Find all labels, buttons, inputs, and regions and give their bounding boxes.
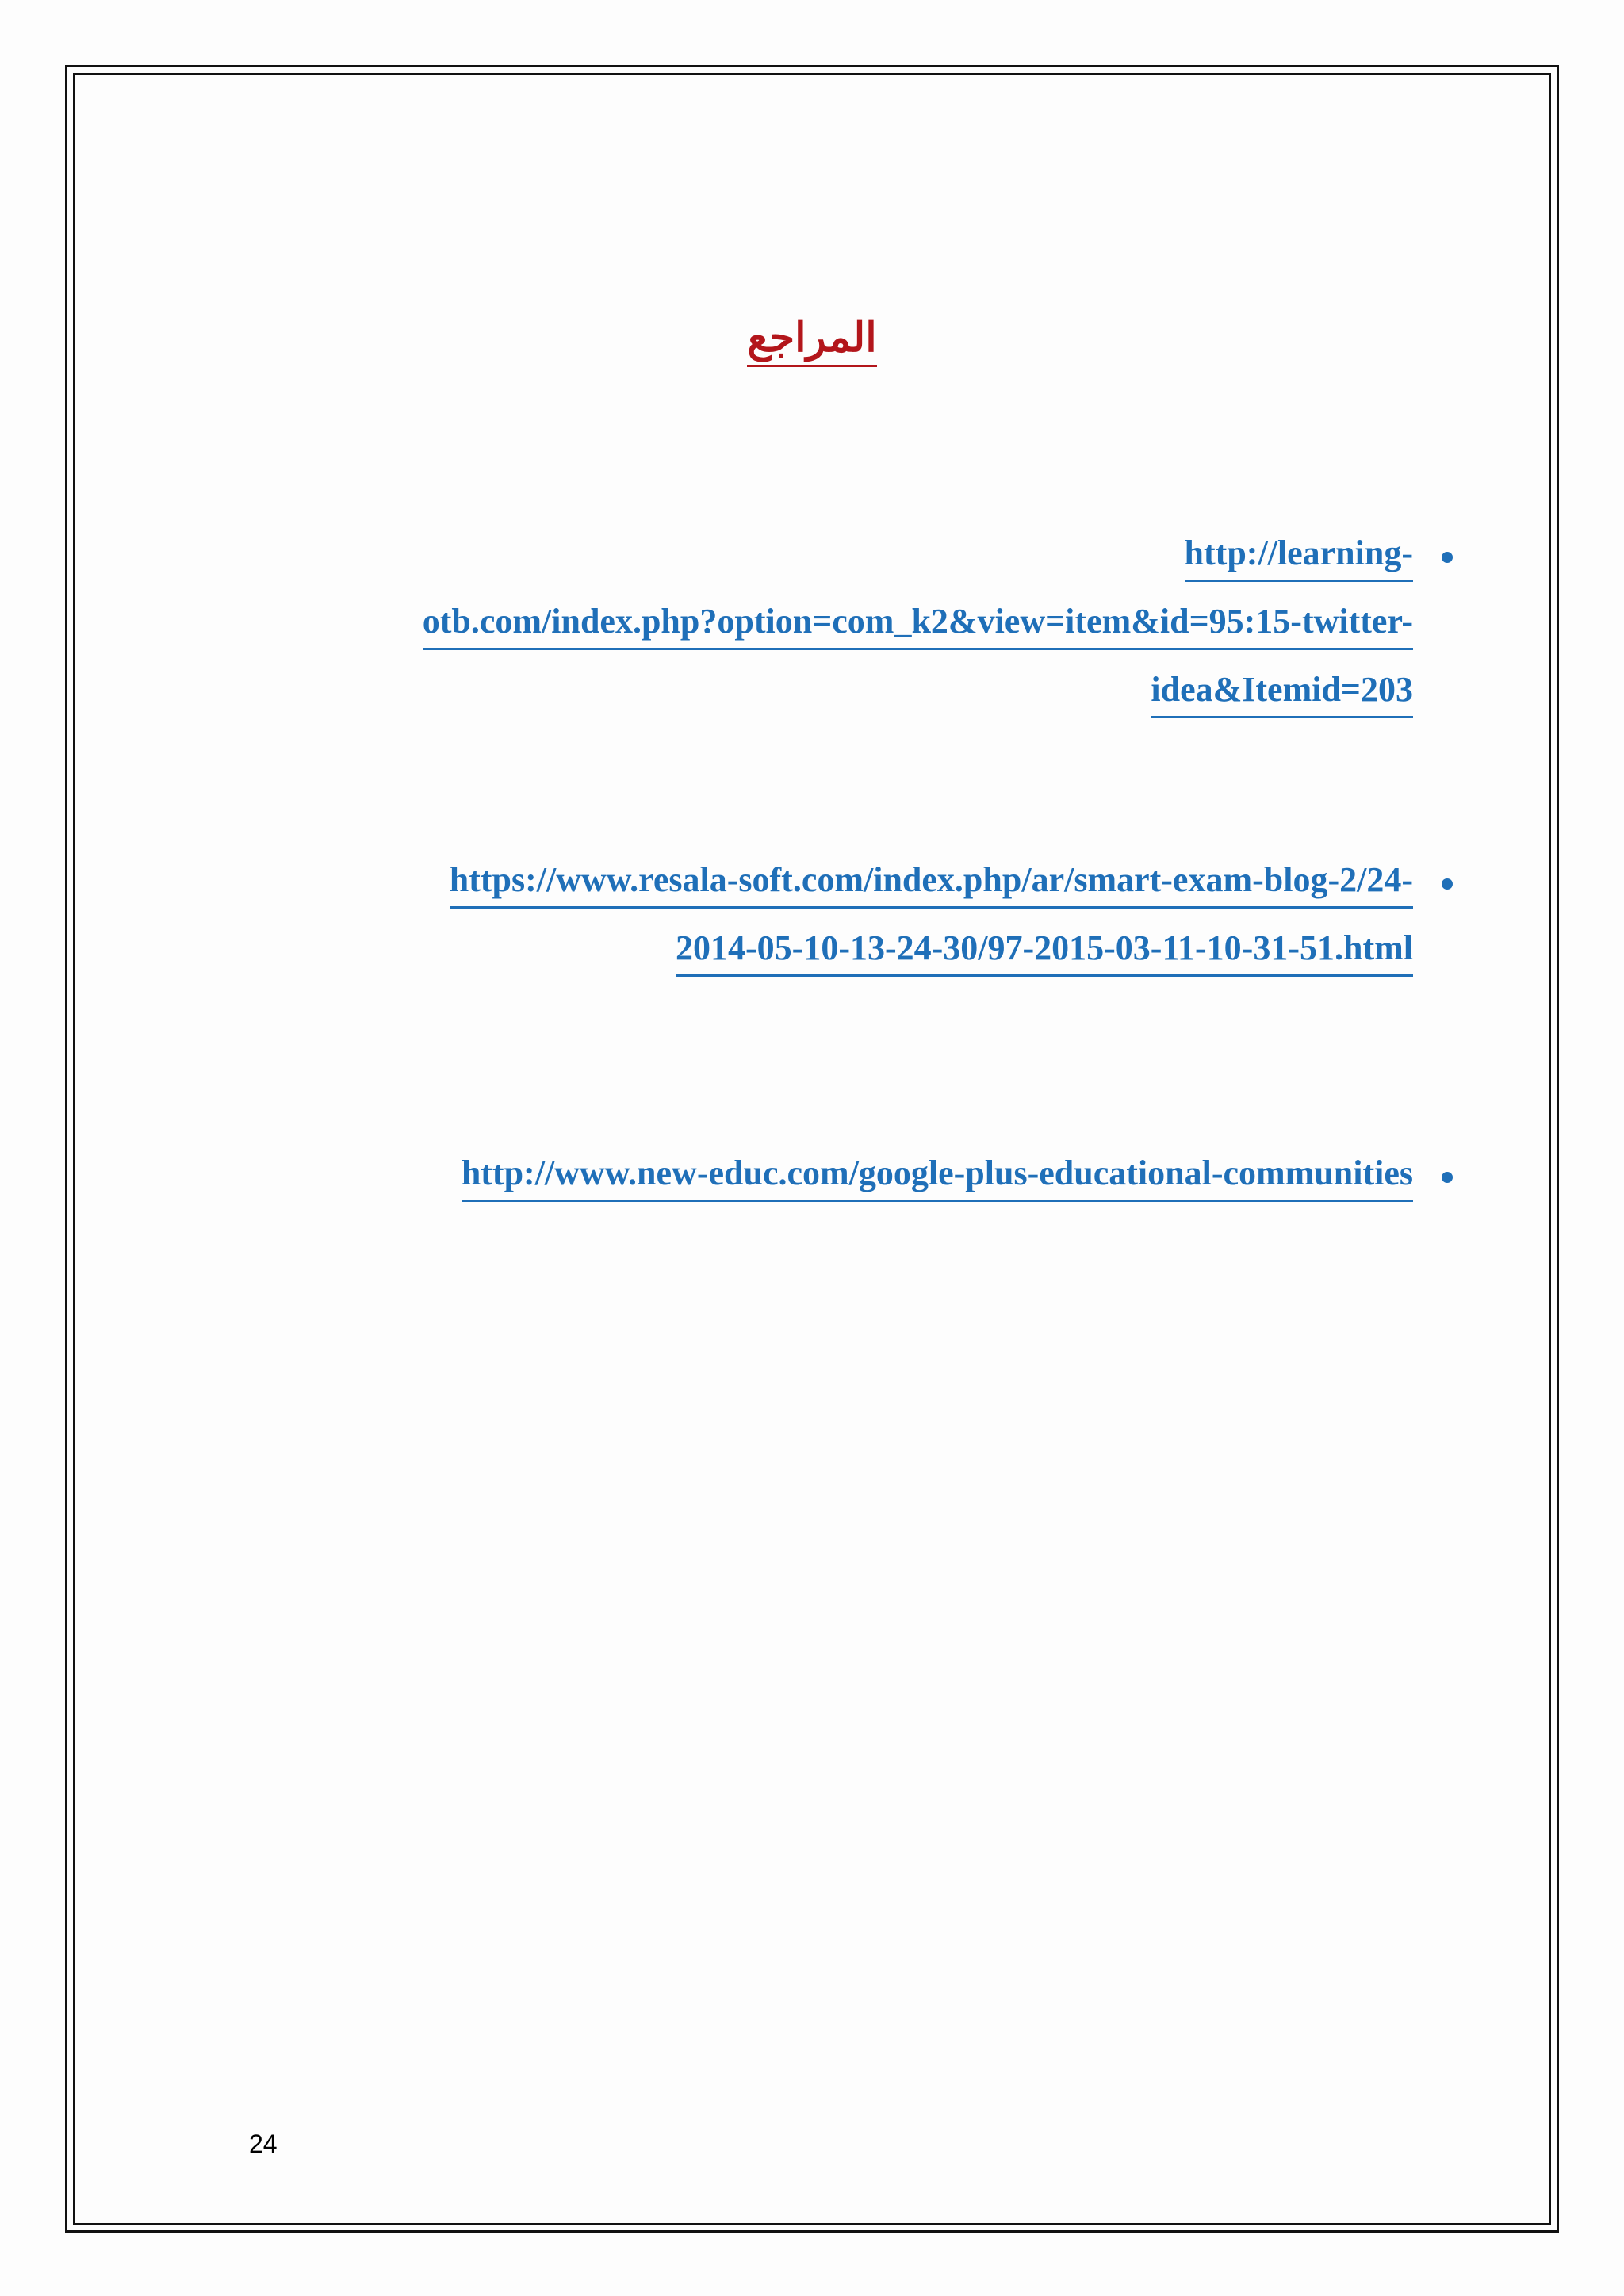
reference-item-1 — [262, 527, 1413, 732]
bullet-icon — [1442, 1172, 1453, 1183]
reference-1-link-line-3[interactable]: idea&Itemid=203 — [1151, 664, 1413, 718]
reference-1-link-line-2[interactable]: otb.com/index.php?option=com_k2&view=item&id=95:15-twitter- — [423, 595, 1413, 650]
reference-item-3 — [262, 1147, 1413, 1215]
reference-1-link-line-1[interactable]: http://learning- — [1185, 527, 1413, 582]
bullet-icon — [1442, 552, 1453, 563]
reference-item-2 — [262, 854, 1413, 990]
reference-3-link-line-1[interactable]: http://www.new-educ.com/google-plus-educational-communities — [462, 1147, 1413, 1202]
bullet-icon — [1442, 878, 1453, 890]
reference-2-link-line-1[interactable]: https://www.resala-soft.com/index.php/ar/smart-exam-blog-2/24- — [450, 854, 1413, 909]
reference-2-link-line-2[interactable]: 2014-05-10-13-24-30/97-2015-03-11-10-31-51.html — [676, 922, 1413, 977]
page-number: 24 — [249, 2130, 278, 2158]
references-heading-text: المراجع — [747, 315, 876, 367]
references-heading — [0, 313, 1624, 367]
